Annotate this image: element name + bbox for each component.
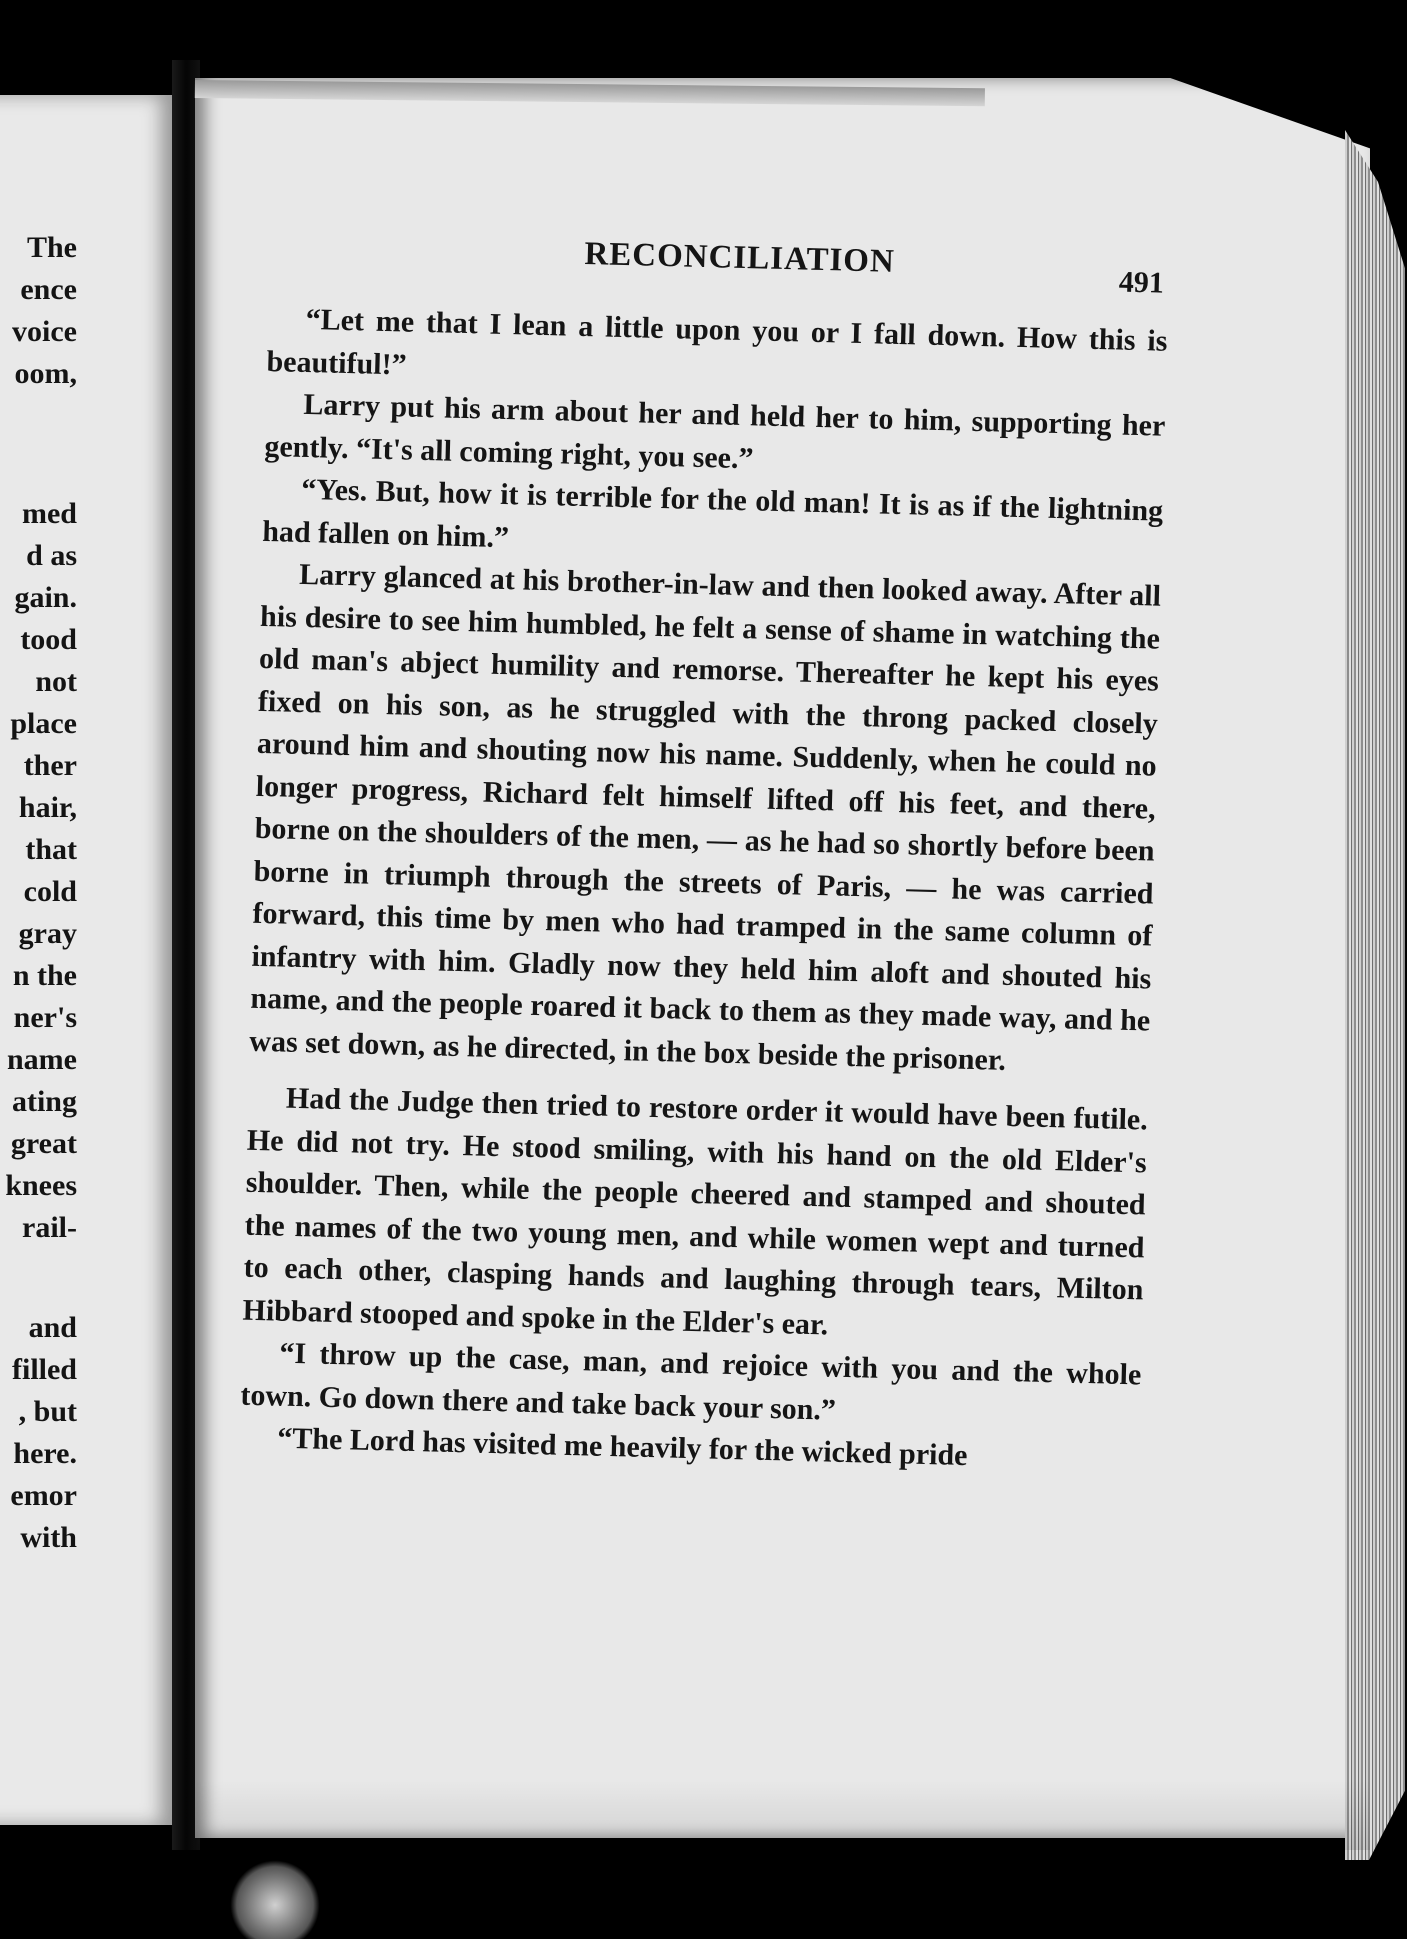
page-number: 491 xyxy=(1118,265,1165,300)
paragraph: “I throw up the case, man, and rejoice with you and the whole town. Go down there and take back your son.” xyxy=(240,1336,1142,1427)
left-page-line: not xyxy=(35,665,77,698)
left-page xyxy=(0,95,175,1825)
left-page-line: gray xyxy=(18,917,77,950)
left-page-line: here. xyxy=(13,1437,77,1470)
left-page-line: ther xyxy=(23,749,77,782)
left-page-line: that xyxy=(25,833,77,866)
left-page-line: great xyxy=(10,1127,77,1160)
paragraph: “Let me that I lean a little upon you or I fall down. How this is beautiful!” xyxy=(266,302,1168,381)
left-page-line: filled xyxy=(12,1353,77,1386)
left-page-line: and xyxy=(28,1311,77,1344)
paragraph: “The Lord has visited me heavily for the wicked pride xyxy=(276,1421,968,1473)
left-page-line: d as xyxy=(26,539,77,572)
left-page-line: with xyxy=(20,1521,77,1554)
left-page-line: ating xyxy=(11,1085,77,1118)
paragraph: Larry put his arm about her and held her to him, supporting her gently. “It's all coming right, you see.” xyxy=(264,387,1166,475)
scan-artifact xyxy=(230,1860,320,1939)
left-page-line: cold xyxy=(23,875,77,908)
left-page-line: gain. xyxy=(14,581,77,614)
left-page-line: oom, xyxy=(14,357,77,390)
left-page-line: , but xyxy=(18,1395,77,1428)
left-page-line: voice xyxy=(12,315,77,348)
page-bottom-shade xyxy=(195,1780,1370,1850)
left-page-line: ner's xyxy=(13,1001,77,1034)
left-page-line: hair, xyxy=(18,791,77,824)
page-text-block xyxy=(239,228,1170,1482)
paragraph: Larry glanced at his brother-in-law and then looked away. After all his desire to see him humbled, he felt a sense of shame in watching the old man's abject humility and remorse. Thereafter he kept his eyes fixed on his son, as he struggled with the throng packed closely around him and shouting now his name. Suddenly, when he could no longer progress, Richard felt himself lifted off his feet, and there, borne on the shoulders of the men, — as he had so shortly before been borne in triumph through the streets of Paris, — he was carried forward, this time by men who had tramped in the same column of infantry with him. Gladly now they held him aloft and shouted his name, and the people roared it back to them as they made way, and he was set down, as he directed, in the box beside the prisoner. xyxy=(249,557,1162,1077)
left-page-line: n the xyxy=(12,959,77,992)
running-head-title: RECONCILIATION xyxy=(583,235,896,280)
left-page-line: tood xyxy=(20,623,77,656)
paragraph: Had the Judge then tried to restore order it would have been futile. He did not try. He stood smiling, with his hand on the old Elder's shoulder. Then, while the people cheered and stamped and shouted the names of the two young men, and while women wept and turned to each other, clasping hands and laughing through tears, Milton Hibbard stooped and spoke in the Elder's ear. xyxy=(242,1081,1149,1341)
left-page-line: name xyxy=(7,1043,77,1076)
left-page-line: place xyxy=(10,707,77,740)
left-page-line: emor xyxy=(10,1479,77,1512)
left-page-line: med xyxy=(22,497,77,530)
paragraph: “Yes. But, how it is terrible for the old man! It is as if the lightning had fallen on him.” xyxy=(261,472,1164,554)
left-page-line: ence xyxy=(20,273,77,306)
page-fore-edge xyxy=(1345,130,1405,1860)
left-page-line: The xyxy=(26,231,77,264)
left-page-line: knees xyxy=(5,1169,77,1202)
left-page-line: rail- xyxy=(22,1211,77,1244)
